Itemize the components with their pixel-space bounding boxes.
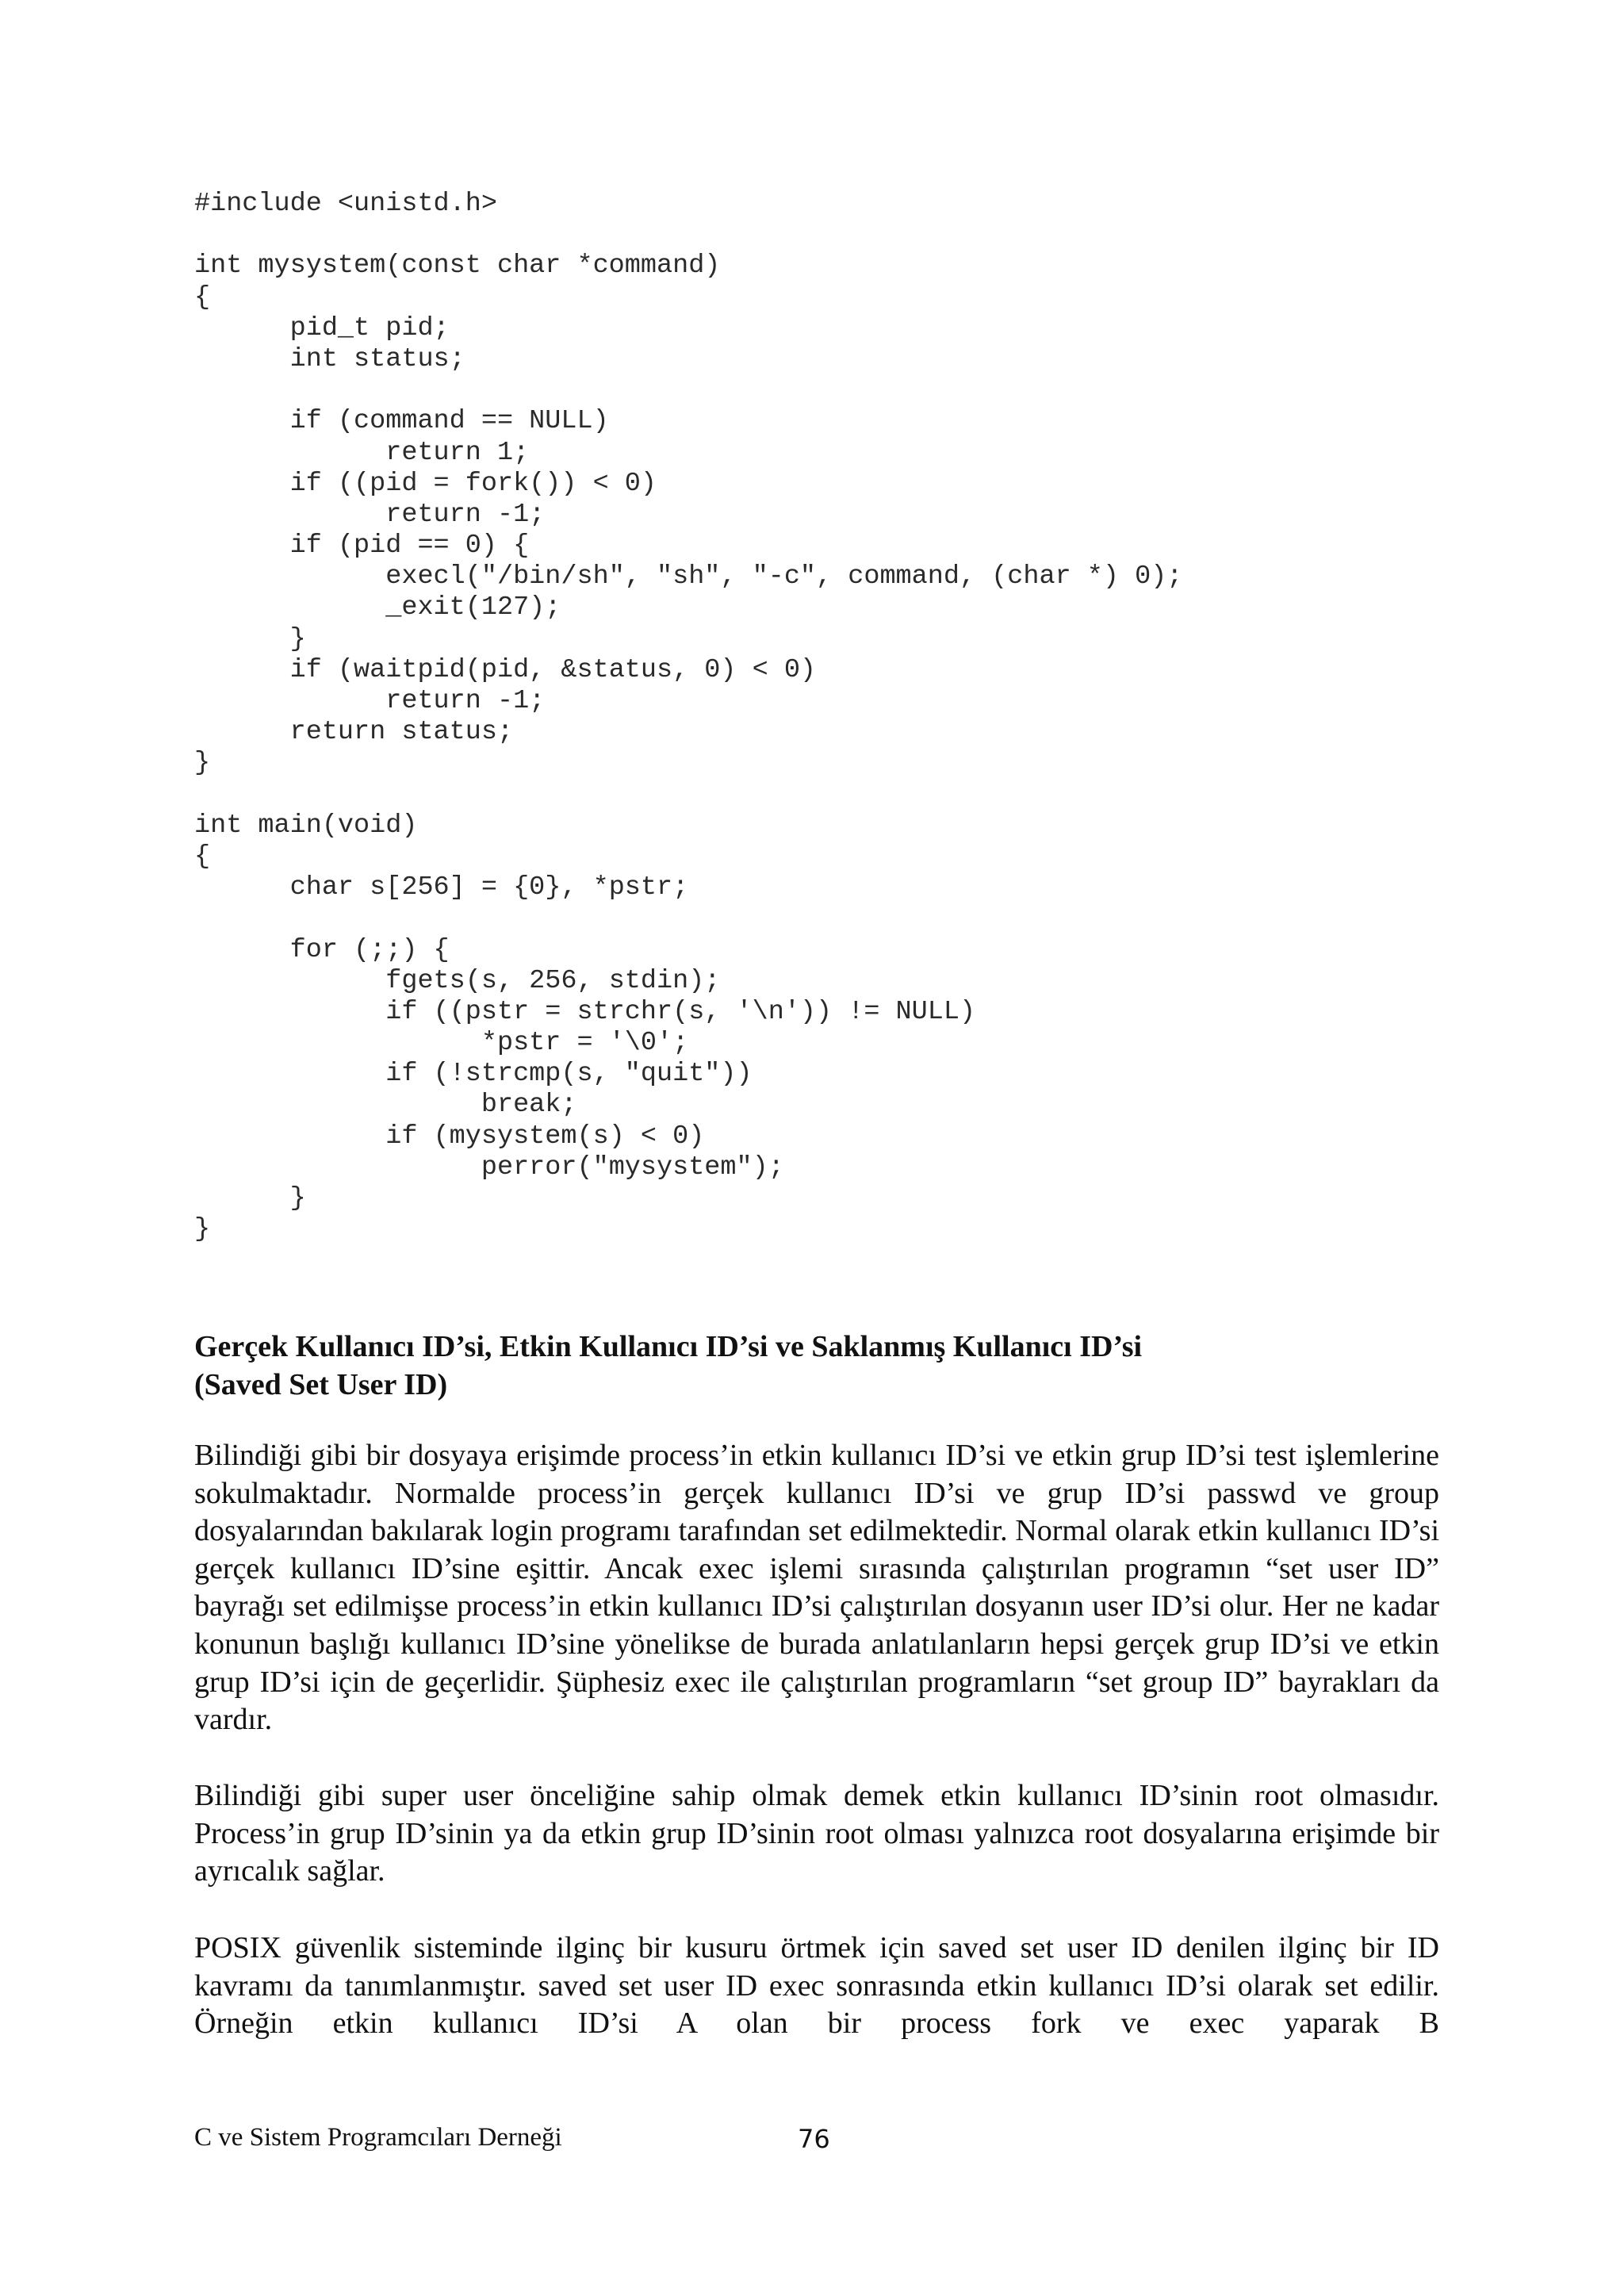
code-line: fgets(s, 256, stdin); xyxy=(194,965,721,996)
code-line: int status; xyxy=(194,343,465,374)
section-heading-line-1: Gerçek Kullanıcı ID’si, Etkin Kullanıcı ID’si ve Saklanmış Kullanıcı ID’si xyxy=(194,1330,1143,1363)
code-line xyxy=(194,375,1182,406)
code-line: return -1; xyxy=(194,499,546,530)
code-line: if (pid == 0) { xyxy=(194,531,530,562)
code-line: for (;;) { xyxy=(194,934,450,965)
code-line: char s[256] = {0}, *pstr; xyxy=(194,872,689,903)
section-heading-line-2: (Saved Set User ID) xyxy=(194,1368,448,1401)
code-line: pid_t pid; xyxy=(194,312,450,343)
code-line: if (waitpid(pid, &status, 0) < 0) xyxy=(194,654,817,685)
code-line xyxy=(194,780,1182,811)
code-line: if (!strcmp(s, "quit")) xyxy=(194,1059,753,1090)
code-line: } xyxy=(194,623,306,654)
code-line: break; xyxy=(194,1090,577,1121)
code-listing xyxy=(194,189,1182,1245)
code-line: } xyxy=(194,1183,306,1213)
section-heading xyxy=(194,1328,1439,1404)
code-line: { xyxy=(194,841,211,872)
code-line: if (mysystem(s) < 0) xyxy=(194,1121,705,1152)
code-line: if ((pstr = strchr(s, '\n')) != NULL) xyxy=(194,996,976,1027)
footer-publisher: C ve Sistem Programcıları Derneği xyxy=(194,2123,562,2152)
code-line: return -1; xyxy=(194,686,546,716)
code-line: execl("/bin/sh", "sh", "-c", command, (char *) 0); xyxy=(194,562,1183,592)
code-line xyxy=(194,903,1182,934)
code-line: _exit(127); xyxy=(194,592,561,623)
page-number: 76 xyxy=(798,2124,830,2154)
code-line: } xyxy=(194,748,211,779)
code-line: *pstr = '\0'; xyxy=(194,1028,689,1059)
body-paragraph-3: POSIX güvenlik sisteminde ilginç bir kusuru örtmek için saved set user ID denilen ilginç bir ID kavramı da tanımlanmıştır. saved set user ID exec sonrasında etkin kullanıcı ID’si olarak set edilir. Örneğin etkin kullanıcı ID’si A olan bir process fork ve exec yaparak B xyxy=(194,1931,1439,2041)
body-paragraph-1: Bilindiği gibi bir dosyaya erişimde process’in etkin kullanıcı ID’si ve etkin grup ID’si test işlemlerine sokulmaktadır. Normalde process’in gerçek kullanıcı ID’si ve grup ID’si passwd ve group dosyalarından bakılarak login programı tarafından set edilmektedir. Normal olarak etkin kullanıcı ID’si gerçek kullanıcı ID’sine eşittir. Ancak exec işlemi sırasında çalıştırılan programın “set user ID” bayrağı set edilmişse process’in etkin kullanıcı ID’si çalıştırılan dosyanın user ID’si olur. Her ne kadar konunun başlığı kullanıcı ID’sine yönelikse de burada anlatılanların hepsi gerçek grup ID’si ve etkin grup ID’si için de geçerlidir. Şüphesiz exec ile çalıştırılan programların “set group ID” bayrakları da vardır. xyxy=(194,1439,1439,1737)
code-line: } xyxy=(194,1214,211,1245)
code-line: if ((pid = fork()) < 0) xyxy=(194,468,657,499)
code-line: #include <unistd.h> xyxy=(194,189,497,219)
code-line: int mysystem(const char *command) xyxy=(194,251,721,282)
code-line: perror("mysystem"); xyxy=(194,1152,784,1182)
code-line: { xyxy=(194,282,211,312)
code-line: int main(void) xyxy=(194,810,418,841)
body-paragraph-2: Bilindiği gibi super user önceliğine sahip olmak demek etkin kullanıcı ID’sinin root olmasıdır. Process’in grup ID’sinin ya da etkin grup ID’sinin root olması yalnızca root dosyalarına erişimde bir ayrıcalık sağlar. xyxy=(194,1779,1439,1888)
code-line xyxy=(194,220,1182,251)
code-line: return status; xyxy=(194,717,514,748)
code-line: if (command == NULL) xyxy=(194,406,609,437)
code-line: return 1; xyxy=(194,437,530,468)
